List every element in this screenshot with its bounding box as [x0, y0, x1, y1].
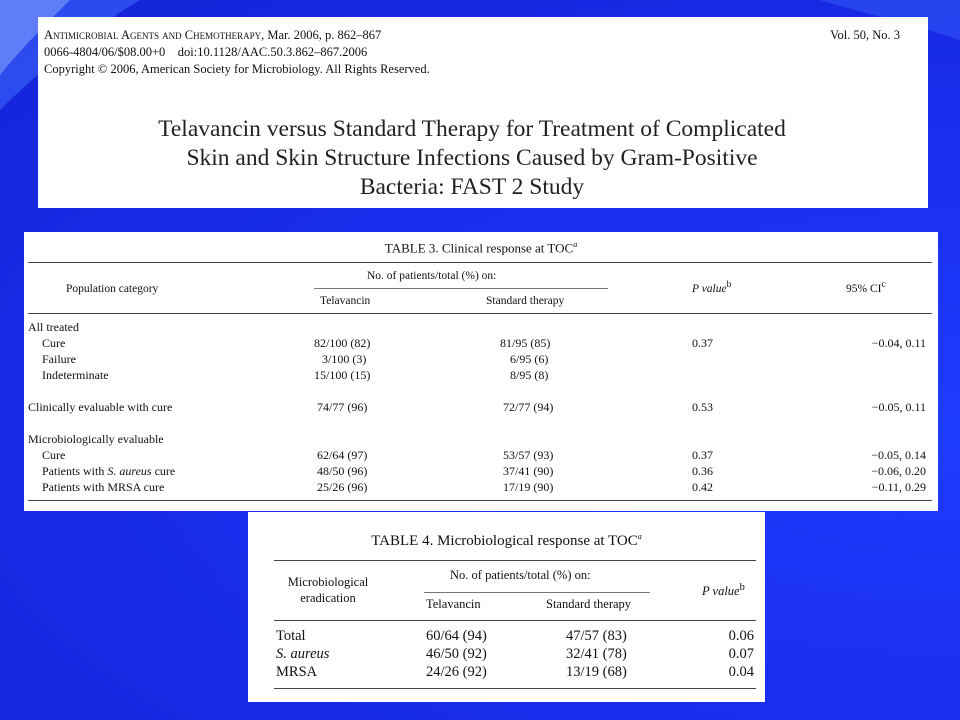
table4-row-label: Total	[276, 628, 306, 644]
table3-col-population: Population category	[66, 283, 159, 295]
table4-col-category	[276, 574, 380, 606]
table4-top-rule	[274, 560, 756, 561]
table4-cell-p: 0.06	[728, 628, 754, 644]
table3-row-label-post: cure	[151, 464, 176, 478]
table3-cell-standard: 53/57 (93)	[503, 448, 554, 462]
table4-title	[248, 532, 765, 550]
table3-col-group: No. of patients/total (%) on:	[367, 270, 497, 282]
table4-cell-telavancin: 24/26 (92)	[426, 664, 487, 680]
table3-cell-standard: 81/95 (85)	[500, 336, 551, 350]
table4-cell-p: 0.07	[728, 646, 754, 662]
table4-cell-standard: 32/41 (78)	[566, 646, 627, 662]
table3-cell-p: 0.36	[692, 464, 713, 478]
table3-row-label-pre: Patients with	[42, 464, 108, 478]
table4-col-category-line2: eradication	[300, 591, 356, 605]
table4-row-label-organism: S. aureus	[276, 646, 330, 662]
table4-panel	[248, 512, 765, 702]
table3-row-label: Clinically evaluable with cure	[28, 400, 173, 414]
table3-row-label: Failure	[42, 352, 76, 366]
article-header-panel	[38, 17, 928, 208]
table3-col-standard: Standard therapy	[486, 295, 565, 307]
table4-group-rule	[424, 592, 650, 593]
table3-cell-telavancin: 48/50 (96)	[317, 464, 368, 478]
table3-cell-ci: −0.05, 0.11	[871, 400, 926, 414]
table3-title-note: a	[573, 240, 578, 249]
table4-row-label: MRSA	[276, 664, 318, 680]
table4-cell-telavancin: 46/50 (92)	[426, 646, 487, 662]
table3-cell-telavancin: 25/26 (96)	[317, 480, 368, 494]
article-title-line-1: Telavancin versus Standard Therapy for Treatment of Complicated	[158, 116, 786, 142]
table3-cell-ci: −0.04, 0.11	[871, 336, 926, 350]
table3-bottom-rule	[28, 500, 932, 501]
journal-citation	[44, 28, 381, 43]
table3-row-label: Patients with MRSA cure	[42, 480, 165, 494]
table3-title-text: TABLE 3. Clinical response at TOC	[384, 240, 574, 256]
table3-cell-p: 0.37	[692, 448, 713, 462]
table4-bottom-rule	[274, 688, 756, 689]
table3-col-p-note: b	[726, 279, 732, 290]
journal-date-pages: , Mar. 2006, p. 862–867	[261, 28, 382, 42]
table4-row-label	[276, 646, 329, 663]
article-title-line-3: Bacteria: FAST 2 Study	[359, 174, 585, 200]
table3-cell-standard: 72/77 (94)	[503, 400, 554, 414]
table4-col-p-label: P value	[702, 584, 740, 599]
table3-cell-telavancin: 3/100 (3)	[322, 352, 367, 366]
table3-cell-telavancin: 62/64 (97)	[317, 448, 368, 462]
table3-row-label: All treated	[28, 320, 79, 334]
table3-cell-ci: −0.11, 0.29	[871, 480, 926, 494]
table3-cell-standard: 17/19 (90)	[503, 480, 554, 494]
table3-top-rule	[28, 262, 932, 263]
table3-cell-p: 0.53	[692, 400, 713, 414]
copyright-line: Copyright © 2006, American Society for Microbiology. All Rights Reserved.	[44, 62, 430, 76]
table3-group-rule	[314, 288, 608, 289]
table4-cell-standard: 13/19 (68)	[566, 664, 627, 680]
table3-cell-standard: 6/95 (6)	[510, 352, 549, 366]
table3-col-telavancin: Telavancin	[320, 295, 371, 307]
table4-title-text: TABLE 4. Microbiological response at TOC	[371, 533, 638, 549]
table3-col-p	[692, 279, 731, 295]
table3-cell-telavancin: 74/77 (96)	[317, 400, 368, 414]
table3-title	[24, 240, 938, 256]
table3-panel	[24, 232, 938, 511]
table3-row-label: Microbiologically evaluable	[28, 432, 164, 446]
table3-col-ci	[846, 279, 886, 295]
table3-cell-standard: 37/41 (90)	[503, 464, 554, 478]
table4-col-group: No. of patients/total (%) on:	[450, 568, 591, 582]
table4-title-note: a	[637, 532, 642, 541]
table3-row-label-organism: S. aureus	[107, 464, 152, 478]
table4-cell-telavancin: 60/64 (94)	[426, 628, 487, 644]
journal-volume: Vol. 50, No. 3	[830, 28, 900, 42]
article-title-line-2: Skin and Skin Structure Infections Caused by Gram-Positive	[186, 145, 758, 171]
table4-col-category-line1: Microbiological	[287, 575, 369, 589]
table3-col-p-label: P value	[692, 282, 727, 295]
table3-header-rule	[28, 313, 932, 314]
table3-row-label: Indeterminate	[42, 368, 109, 382]
table3-cell-telavancin: 82/100 (82)	[314, 336, 371, 350]
table3-col-ci-label: 95% CI	[846, 282, 882, 295]
table3-cell-p: 0.37	[692, 336, 713, 350]
table3-row-label: Cure	[42, 336, 66, 350]
journal-name: Antimicrobial Agents and Chemotherapy	[44, 28, 262, 42]
table4-col-telavancin: Telavancin	[426, 597, 481, 611]
table3-row-label: Cure	[42, 448, 66, 462]
table4-cell-standard: 47/57 (83)	[566, 628, 627, 644]
table4-cell-p: 0.04	[728, 664, 754, 680]
table3-cell-standard: 8/95 (8)	[510, 368, 549, 382]
table3-cell-p: 0.42	[692, 480, 713, 494]
issn-doi: 0066-4804/06/$08.00+0 doi:10.1128/AAC.50.3.862–867.2006	[44, 45, 368, 59]
table3-cell-ci: −0.06, 0.20	[871, 464, 926, 478]
table4-header-rule	[274, 620, 756, 621]
table4-col-p	[702, 582, 745, 599]
table4-col-p-note: b	[739, 582, 745, 593]
article-title	[38, 115, 906, 202]
table3-row-label	[42, 464, 175, 479]
table3-cell-telavancin: 15/100 (15)	[314, 368, 371, 382]
table4-col-standard: Standard therapy	[546, 597, 632, 611]
table3-cell-ci: −0.05, 0.14	[871, 448, 926, 462]
table3-col-ci-note: c	[881, 279, 886, 290]
